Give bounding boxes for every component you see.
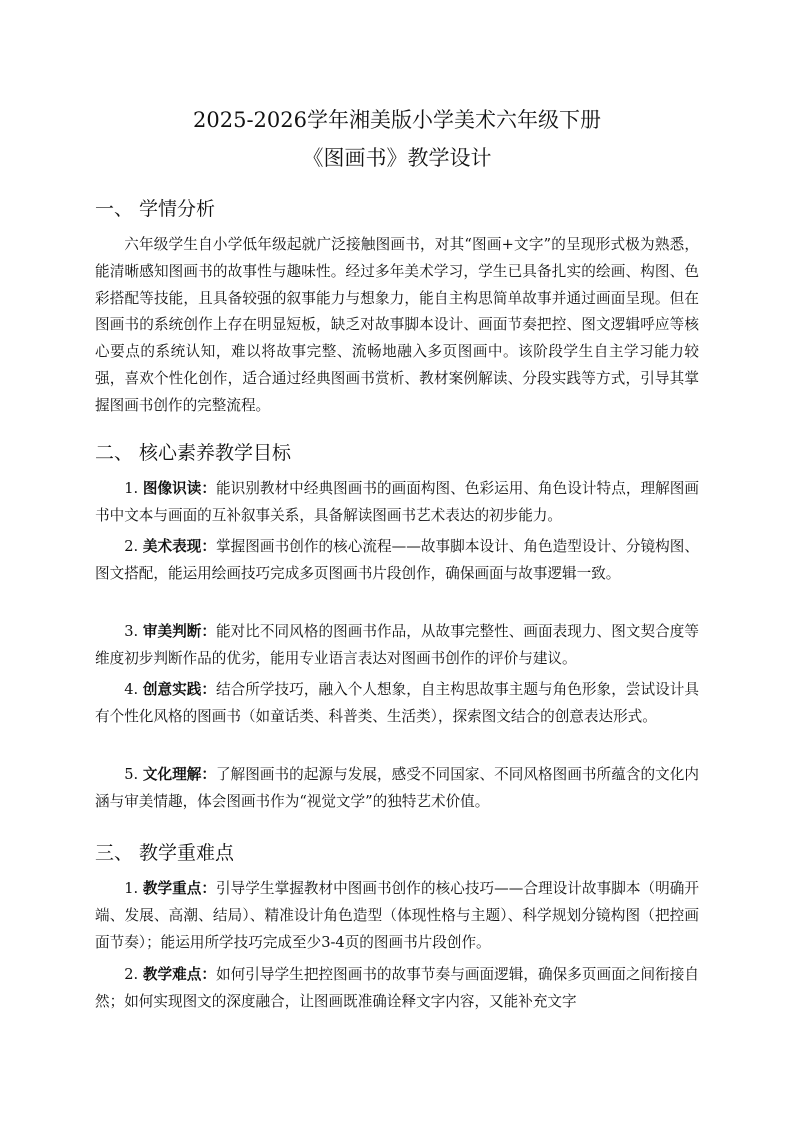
key-point-item xyxy=(95,962,699,1016)
objective-label: 创意实践： xyxy=(142,681,216,698)
key-point-text: 引导学生掌握教材中图画书创作的核心技巧——合理设计故事脚本（明确开端、发展、高潮、结局）、精准设计角色造型（体现性格与主题）、科学规划分镜构图（把控画面节奏）；能运用所学技巧完成至少3-4页的图画书片段创作。 xyxy=(95,880,699,951)
objective-label: 审美判断： xyxy=(142,623,216,640)
objective-number: 4. xyxy=(124,681,139,698)
key-point-label: 教学难点： xyxy=(142,966,216,983)
key-point-text: 如何引导学生把控图画书的故事节奏与画面逻辑，确保多页画面之间衔接自然；如何实现图文的深度融合，让图画既准确诠释文字内容，又能补充文字 xyxy=(95,966,699,1010)
objective-label: 美术表现： xyxy=(142,538,217,555)
section-heading-objectives: 二、 核心素养教学目标 xyxy=(95,442,292,464)
objective-text: 结合所学技巧，融入个人想象，自主构思故事主题与角色形象，尝试设计具有个性化风格的图画书（如童话类、科普类、生活类），探索图文结合的创意表达形式。 xyxy=(95,681,699,725)
section-heading-analysis: 一、 学情分析 xyxy=(95,198,216,220)
analysis-paragraph: 六年级学生自小学低年级起就广泛接触图画书，对其“图画+文字”的呈现形式极为熟悉，能清晰感知图画书的故事性与趣味性。经过多年美术学习，学生已具备扎实的绘画、构图、色彩搭配等技能，且具备较强的叙事能力与想象力，能自主构思简单故事并通过画面呈现。但在图画书的系统创作上存在明显短板，缺乏对故事脚本设计、画面节奏把控、图文逻辑呼应等核心要点的系统认知，难以将故事完整、流畅地融入多页图画中。该阶段学生自主学习能力较强，喜欢个性化创作，适合通过经典图画书赏析、教材案例解读、分段实践等方式，引导其掌握图画书创作的完整流程。 xyxy=(95,236,699,414)
objective-label: 文化理解： xyxy=(142,766,216,783)
objective-number: 2. xyxy=(124,538,139,555)
objective-label: 图像识读： xyxy=(142,480,216,497)
document-subtitle: 《图画书》教学设计 xyxy=(302,146,492,170)
key-point-number: 2. xyxy=(124,966,139,983)
objective-item xyxy=(95,619,699,673)
objective-text: 掌握图画书创作的核心流程——故事脚本设计、角色造型设计、分镜构图、图文搭配，能运用绘画技巧完成多页图画书片段创作，确保画面与故事逻辑一致。 xyxy=(95,538,699,582)
objective-item xyxy=(95,476,699,530)
section-heading-key-points: 三、 教学重难点 xyxy=(95,842,235,864)
objective-number: 1. xyxy=(124,480,139,497)
key-point-item xyxy=(95,876,699,956)
objective-item xyxy=(95,762,699,816)
objective-text: 能识别教材中经典图画书的画面构图、色彩运用、角色设计特点，理解图画书中文本与画面的互补叙事关系，具备解读图画书艺术表达的初步能力。 xyxy=(95,480,699,524)
objective-item xyxy=(95,677,699,731)
objective-number: 5. xyxy=(124,766,139,783)
objective-number: 3. xyxy=(124,623,139,640)
objective-text: 能对比不同风格的图画书作品，从故事完整性、画面表现力、图文契合度等维度初步判断作品的优劣，能用专业语言表达对图画书创作的评价与建议。 xyxy=(95,623,699,667)
objective-text: 了解图画书的起源与发展，感受不同国家、不同风格图画书所蕴含的文化内涵与审美情趣，体会图画书作为“视觉文学”的独特艺术价值。 xyxy=(95,766,699,810)
document-title: 2025-2026学年湘美版小学美术六年级下册 xyxy=(193,108,601,132)
key-point-label: 教学重点： xyxy=(142,880,217,897)
key-point-number: 1. xyxy=(124,880,139,897)
objective-item xyxy=(95,534,699,588)
